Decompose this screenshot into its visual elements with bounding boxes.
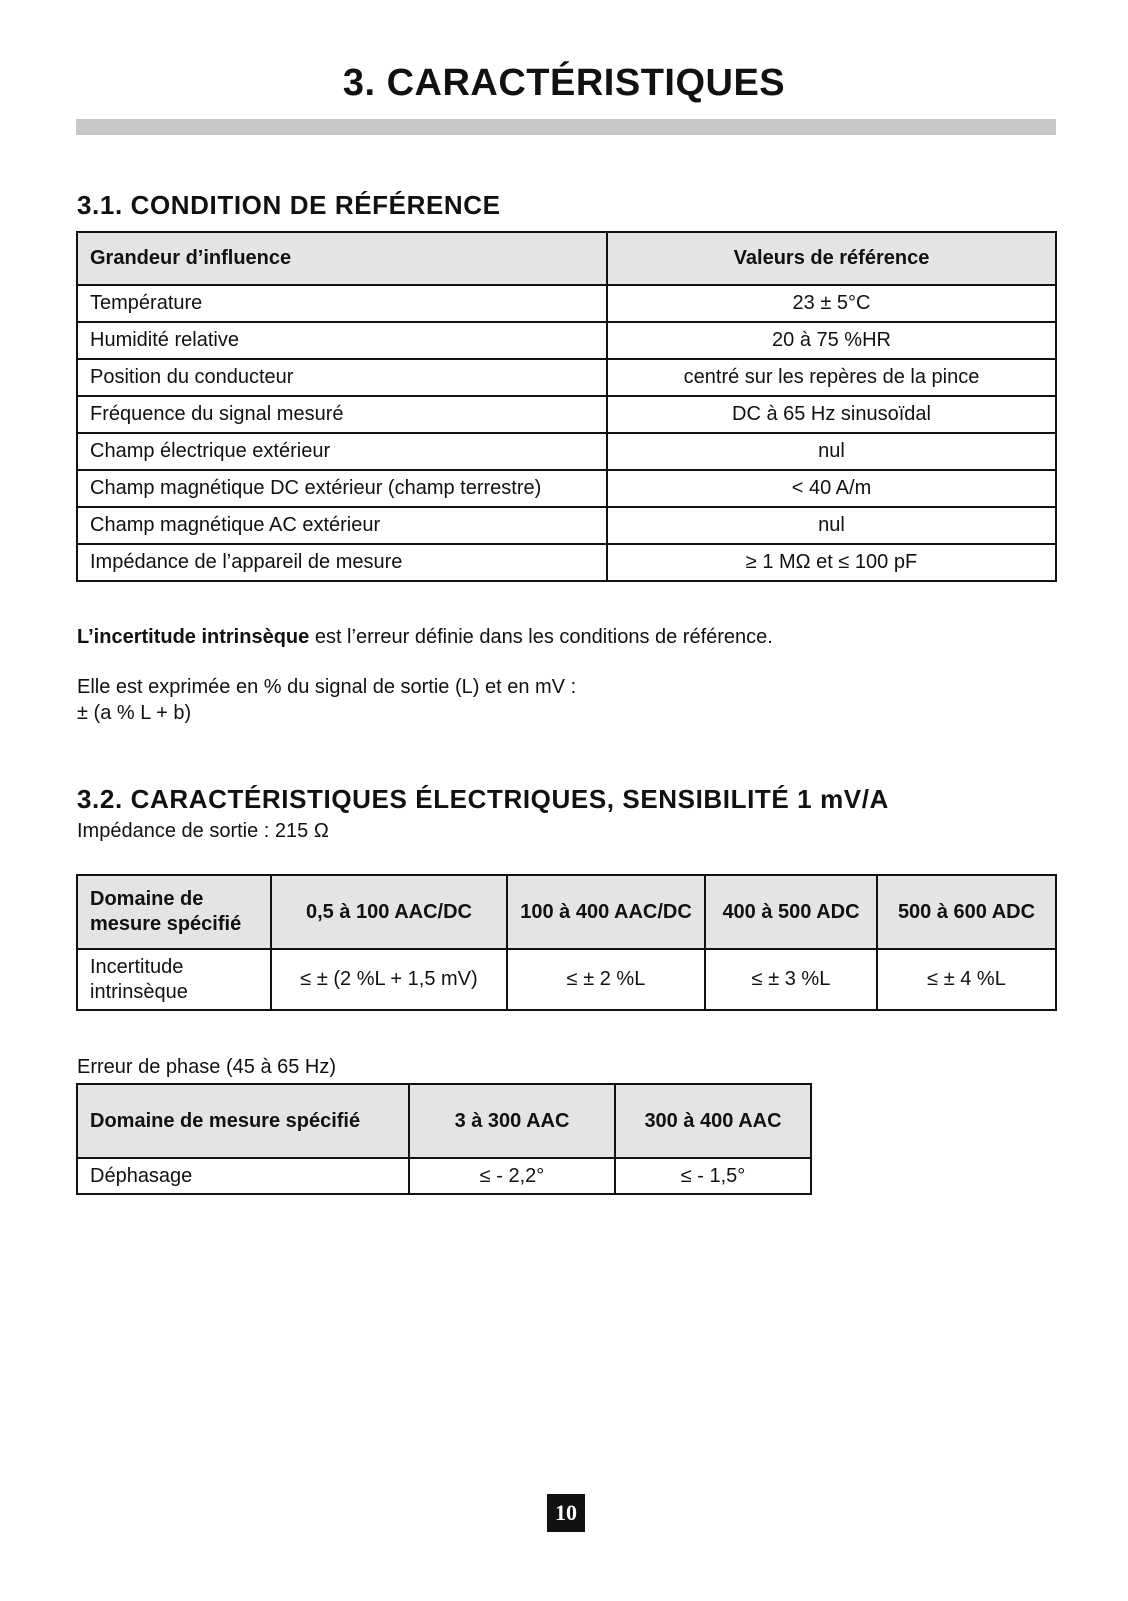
value-cell: nul <box>607 433 1056 470</box>
value-cell: ≤ ± (2 %L + 1,5 mV) <box>271 949 507 1010</box>
influence-cell: Impédance de l’appareil de mesure <box>77 544 607 581</box>
header-cell: 400 à 500 ADC <box>705 875 877 949</box>
table-row <box>77 470 1056 507</box>
header-cell: Grandeur d’influence <box>77 232 607 285</box>
header-cell: Domaine de mesure spécifié <box>77 1084 409 1158</box>
phase-error-table <box>76 1083 812 1195</box>
page-number: 10 <box>547 1494 585 1532</box>
table-row <box>77 433 1056 470</box>
value-cell: ≤ - 1,5° <box>615 1158 811 1194</box>
header-cell: 0,5 à 100 AAC/DC <box>271 875 507 949</box>
table-row <box>77 322 1056 359</box>
value-cell: ≥ 1 MΩ et ≤ 100 pF <box>607 544 1056 581</box>
header-cell: 3 à 300 AAC <box>409 1084 615 1158</box>
section-heading-3-2: 3.2. CARACTÉRISTIQUES ÉLECTRIQUES, SENSIBILITÉ 1 mV/A <box>77 784 889 814</box>
expression-paragraph <box>77 674 576 726</box>
header-cell: Valeurs de référence <box>607 232 1056 285</box>
uncertainty-definition <box>77 624 773 650</box>
table-row <box>77 1158 811 1194</box>
value-cell: ≤ ± 4 %L <box>877 949 1056 1010</box>
table-row <box>77 544 1056 581</box>
value-cell: < 40 A/m <box>607 470 1056 507</box>
title-underline-bar <box>76 119 1056 135</box>
influence-cell: Champ électrique extérieur <box>77 433 607 470</box>
uncertainty-text: est l’erreur définie dans les conditions de référence. <box>309 626 773 648</box>
expression-formula: ± (a % L + b) <box>77 702 192 724</box>
table-row <box>77 507 1056 544</box>
header-cell: Domaine de mesure spécifié <box>77 875 271 949</box>
expression-line: Elle est exprimée en % du signal de sortie (L) et en mV : <box>77 676 577 698</box>
table-row <box>77 396 1056 433</box>
value-cell: 20 à 75 %HR <box>607 322 1056 359</box>
influence-cell: Température <box>77 285 607 322</box>
value-cell: ≤ ± 3 %L <box>705 949 877 1010</box>
value-cell: centré sur les repères de la pince <box>607 359 1056 396</box>
table-header-row <box>77 232 1056 285</box>
influence-cell: Champ magnétique DC extérieur (champ terrestre) <box>77 470 607 507</box>
table-row <box>77 949 1056 1010</box>
header-cell: 500 à 600 ADC <box>877 875 1056 949</box>
value-cell: DC à 65 Hz sinusoïdal <box>607 396 1056 433</box>
output-impedance: Impédance de sortie : 215 Ω <box>77 820 329 842</box>
section-heading-3-1: 3.1. CONDITION DE RÉFÉRENCE <box>77 190 501 220</box>
uncertainty-term: L’incertitude intrinsèque <box>77 626 310 648</box>
table-row <box>77 359 1056 396</box>
phase-error-label: Erreur de phase (45 à 65 Hz) <box>77 1056 337 1078</box>
row-label-cell: Incertitude intrinsèque <box>77 949 271 1010</box>
value-cell: ≤ ± 2 %L <box>507 949 705 1010</box>
value-cell: 23 ± 5°C <box>607 285 1056 322</box>
table-row <box>77 285 1056 322</box>
table-header-row <box>77 1084 811 1158</box>
reference-conditions-table <box>76 231 1057 582</box>
row-label-cell: Déphasage <box>77 1158 409 1194</box>
header-cell: 300 à 400 AAC <box>615 1084 811 1158</box>
influence-cell: Fréquence du signal mesuré <box>77 396 607 433</box>
electrical-characteristics-table <box>76 874 1057 1011</box>
value-cell: nul <box>607 507 1056 544</box>
header-cell: 100 à 400 AAC/DC <box>507 875 705 949</box>
page-title: 3. CARACTÉRISTIQUES <box>342 62 786 104</box>
influence-cell: Position du conducteur <box>77 359 607 396</box>
influence-cell: Champ magnétique AC extérieur <box>77 507 607 544</box>
table-header-row <box>77 875 1056 949</box>
value-cell: ≤ - 2,2° <box>409 1158 615 1194</box>
influence-cell: Humidité relative <box>77 322 607 359</box>
